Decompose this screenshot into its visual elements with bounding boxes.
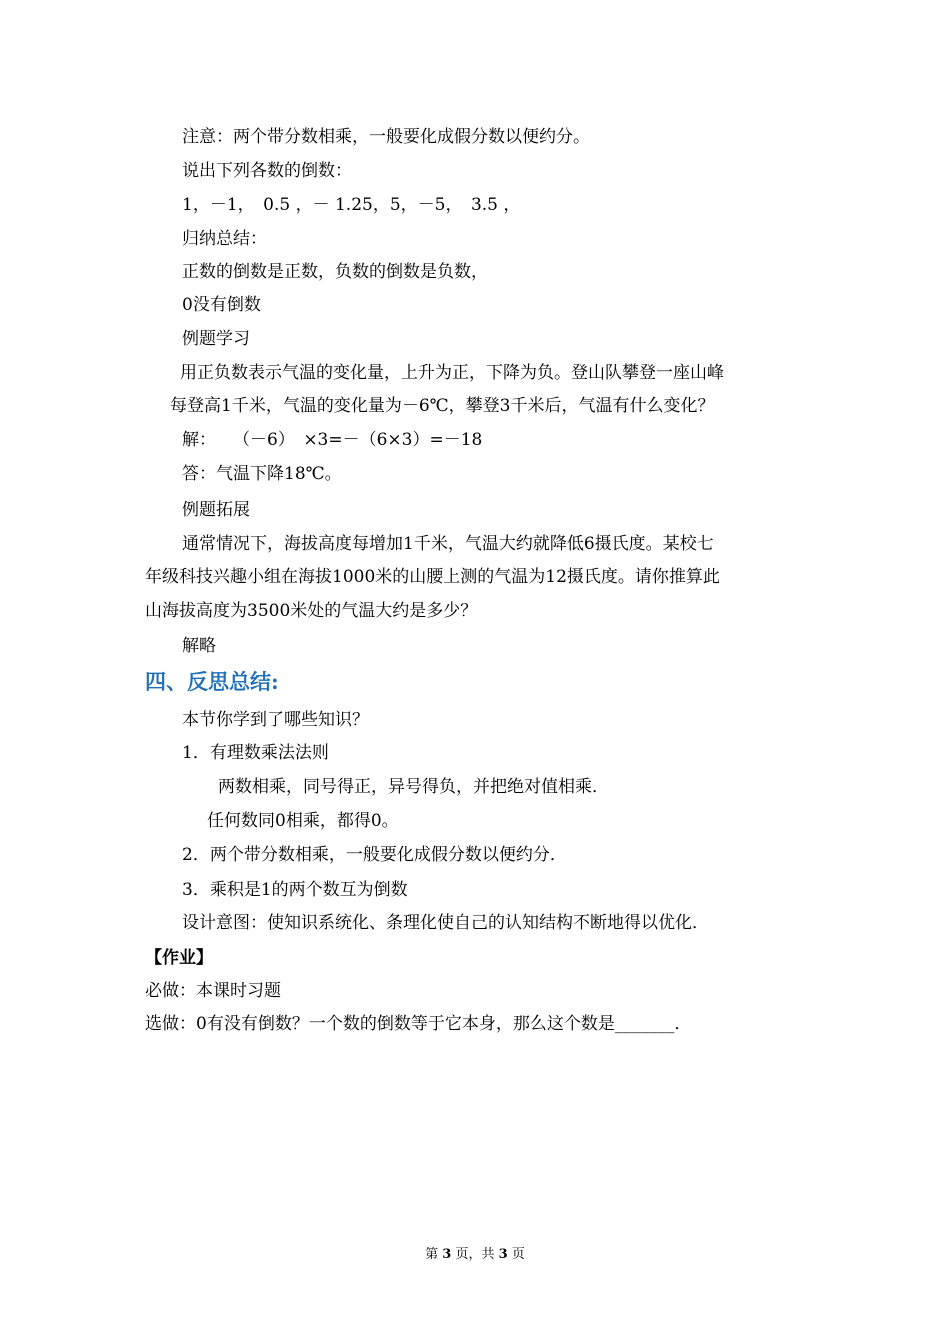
example-text-2: 每登高1千米，气温的变化量为－6℃，攀登3千米后，气温有什么变化？ [170,396,715,416]
homework-title: 【作业】 [145,948,213,968]
rule-3: 3．乘积是1的两个数互为倒数 [182,880,408,900]
footer-total-pages: 3 [498,1247,508,1262]
extension-line-2: 年级科技兴趣小组在海拔1000米的山腰上测的气温为12摄氏度。请你推算此 [145,567,720,587]
extension-line-3: 山海拔高度为3500米处的气温大约是多少？ [145,601,478,621]
rule-2: 2．两个带分数相乘，一般要化成假分数以便约分． [182,845,567,865]
learned-question: 本节你学到了哪些知识？ [182,710,369,730]
optional-homework: 选做：0有没有倒数？一个数的倒数等于它本身，那么这个数是_______． [145,1014,692,1034]
page-footer [0,1247,950,1263]
summary-line-1: 正数的倒数是正数，负数的倒数是负数， [182,262,488,282]
numbers-line: 1，－1， 0.5 ，－ 1.25，5，－5， 3.5 ， [182,195,521,215]
rule-1b: 任何数同0相乘，都得0。 [207,811,399,831]
footer-suffix: 页 [511,1247,525,1262]
example-title: 例题学习 [182,329,250,349]
section-heading: 四、反思总结: [145,669,279,694]
footer-prefix: 第 [425,1247,439,1262]
answer-line: 答：气温下降18℃。 [182,464,342,484]
say-reciprocals-line: 说出下列各数的倒数： [182,161,352,181]
footer-page-number: 3 [442,1247,452,1262]
solution-line: 解： （－6） ×3=－（6×3）=－18 [182,430,483,450]
example-text-1: 用正负数表示气温的变化量，上升为正，下降为负。登山队攀登一座山峰 [180,363,724,383]
rule-1a: 两数相乘，同号得正，异号得负，并把绝对值相乘． [218,777,609,797]
summary-title: 归纳总结： [182,229,267,249]
rule-1: 1．有理数乘法法则 [182,743,329,763]
required-homework: 必做：本课时习题 [145,981,281,1001]
omitted-solution: 解略 [182,636,216,656]
summary-line-2: 0没有倒数 [182,295,261,315]
extension-line-1: 通常情况下，海拔高度每增加1千米，气温大约就降低6摄氏度。某校七 [182,534,714,554]
extension-title: 例题拓展 [182,500,250,520]
design-intent: 设计意图：使知识系统化、条理化使自己的认知结构不断地得以优化． [182,913,709,933]
footer-mid: 页，共 [455,1247,495,1262]
note-line: 注意：两个带分数相乘，一般要化成假分数以便约分。 [182,127,590,147]
